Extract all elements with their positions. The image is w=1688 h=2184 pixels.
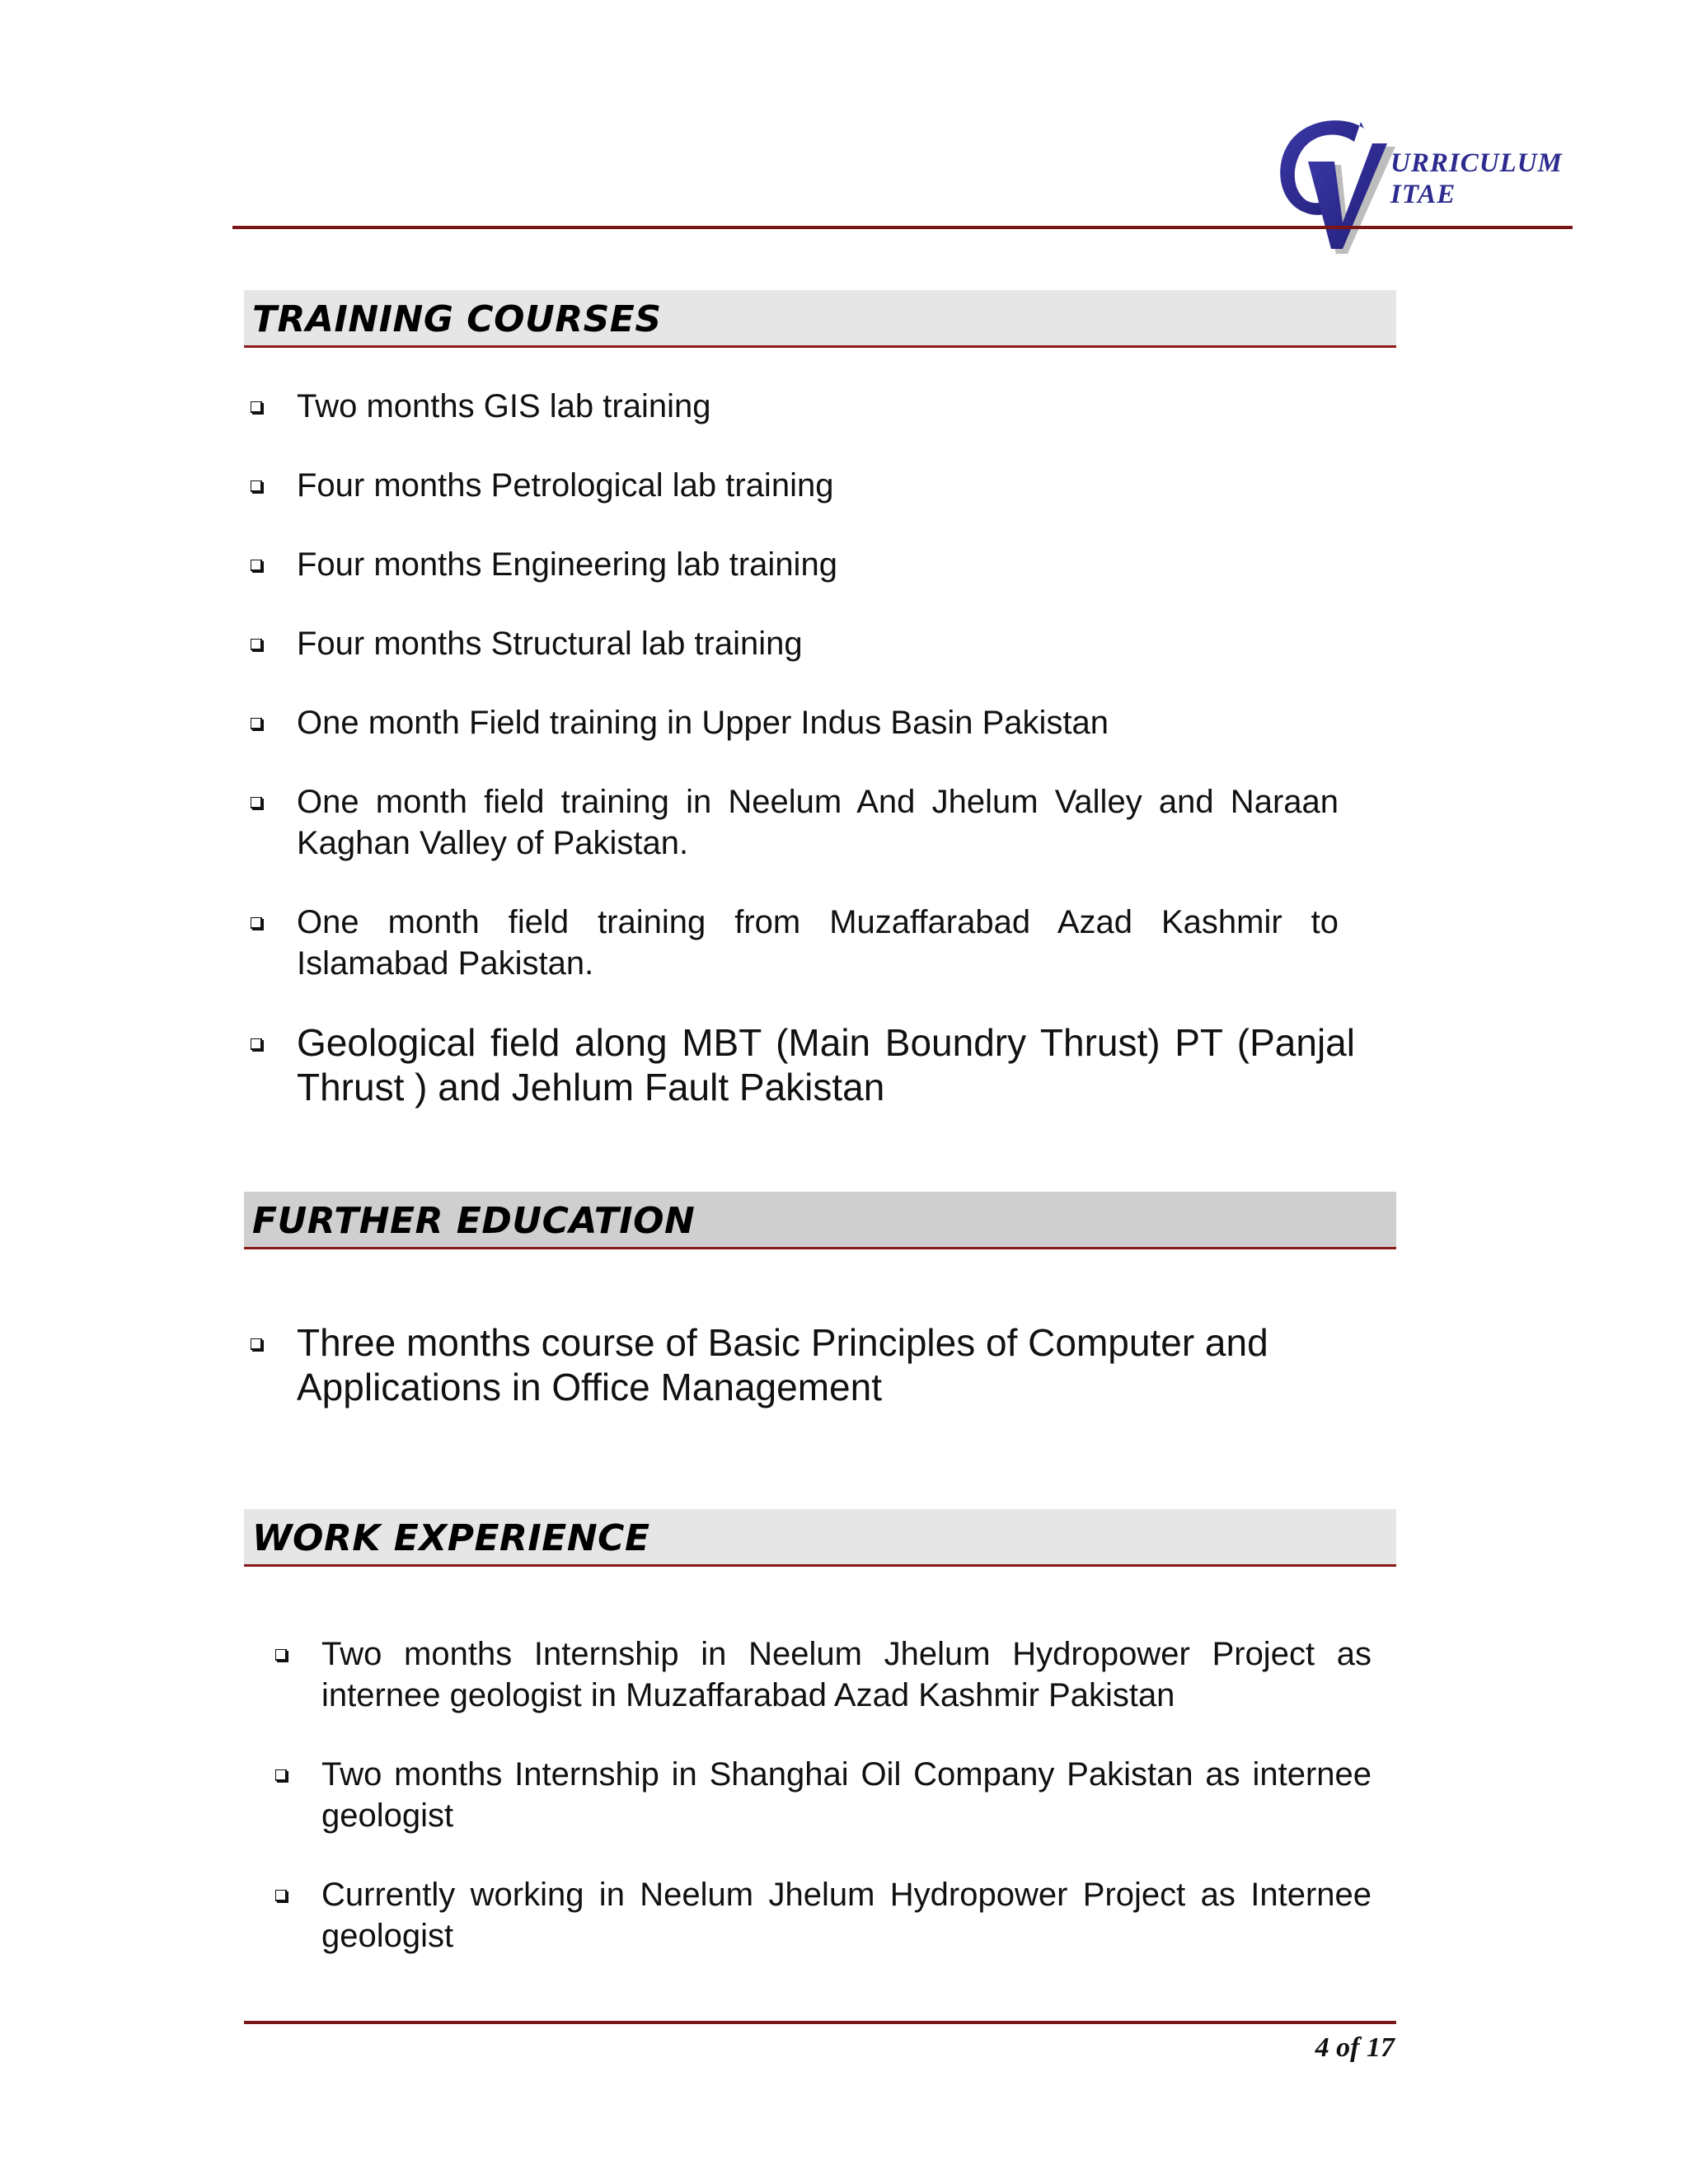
cv-logo [1265,114,1578,262]
list-item [251,902,1339,984]
checkbox-bullet-icon [251,917,262,929]
checkbox-bullet-icon [251,1338,262,1350]
checkbox-bullet-icon [275,1769,287,1781]
section-title: TRAINING COURSES [252,298,662,340]
list-item [251,465,1339,506]
list-item [251,1320,1322,1409]
checkbox-bullet-icon [275,1649,287,1661]
list-item-text: Two months Internship in Shanghai Oil Company Pakistan as internee geologist [321,1756,1372,1834]
list-item [275,1633,1372,1716]
list-item-text: Three months course of Basic Principles of Computer and Applications in Office Management [297,1321,1268,1408]
cv-monogram-icon [1265,114,1397,254]
list-item-text: One month field training in Neelum And Jhelum Valley and Naraan Kaghan Valley of Pakistan. [297,784,1339,861]
page-number: 4 of 17 [1315,2032,1395,2063]
list-item [251,702,1339,743]
section-title: FURTHER EDUCATION [252,1200,696,1242]
checkbox-bullet-icon [251,480,262,492]
section-header-further-education [244,1192,1396,1249]
list-item [275,1874,1372,1957]
checkbox-bullet-icon [251,1038,262,1050]
checkbox-bullet-icon [275,1890,287,1901]
list-item [275,1754,1372,1836]
footer-divider [244,2021,1396,2024]
list-item-text: Four months Engineering lab training [297,546,837,583]
list-item-text: Geological field along MBT (Main Boundry Thrust) PT (Panjal Thrust ) and Jehlum Fault Pakistan [297,1021,1355,1108]
list-item [251,781,1339,864]
checkbox-bullet-icon [251,797,262,808]
list-item-text: Four months Petrological lab training [297,467,834,504]
section-header-training-courses [244,290,1396,348]
list-item [251,1020,1355,1109]
list-item-text: Currently working in Neelum Jhelum Hydropower Project as Internee geologist [321,1877,1372,1954]
list-item-text: One month field training from Muzaffarabad Azad Kashmir to Islamabad Pakistan. [297,904,1339,982]
list-item-text: Four months Structural lab training [297,626,803,662]
checkbox-bullet-icon [251,560,262,571]
logo-text-line1: URRICULUM [1390,148,1563,178]
checkbox-bullet-icon [251,401,262,413]
header-divider [232,226,1573,229]
list-item-text: One month Field training in Upper Indus Basin Pakistan [297,705,1109,741]
list-item-text: Two months Internship in Neelum Jhelum Hydropower Project as internee geologist in Muzaffarabad Azad Kashmir Pakistan [321,1636,1372,1713]
section-title: WORK EXPERIENCE [252,1517,650,1559]
list-item [251,386,1339,427]
list-item [251,623,1339,664]
checkbox-bullet-icon [251,718,262,729]
section-header-work-experience [244,1509,1396,1567]
logo-text-line2: ITAE [1390,180,1456,209]
checkbox-bullet-icon [251,639,262,650]
list-item-text: Two months GIS lab training [297,388,711,424]
list-item [251,544,1339,585]
